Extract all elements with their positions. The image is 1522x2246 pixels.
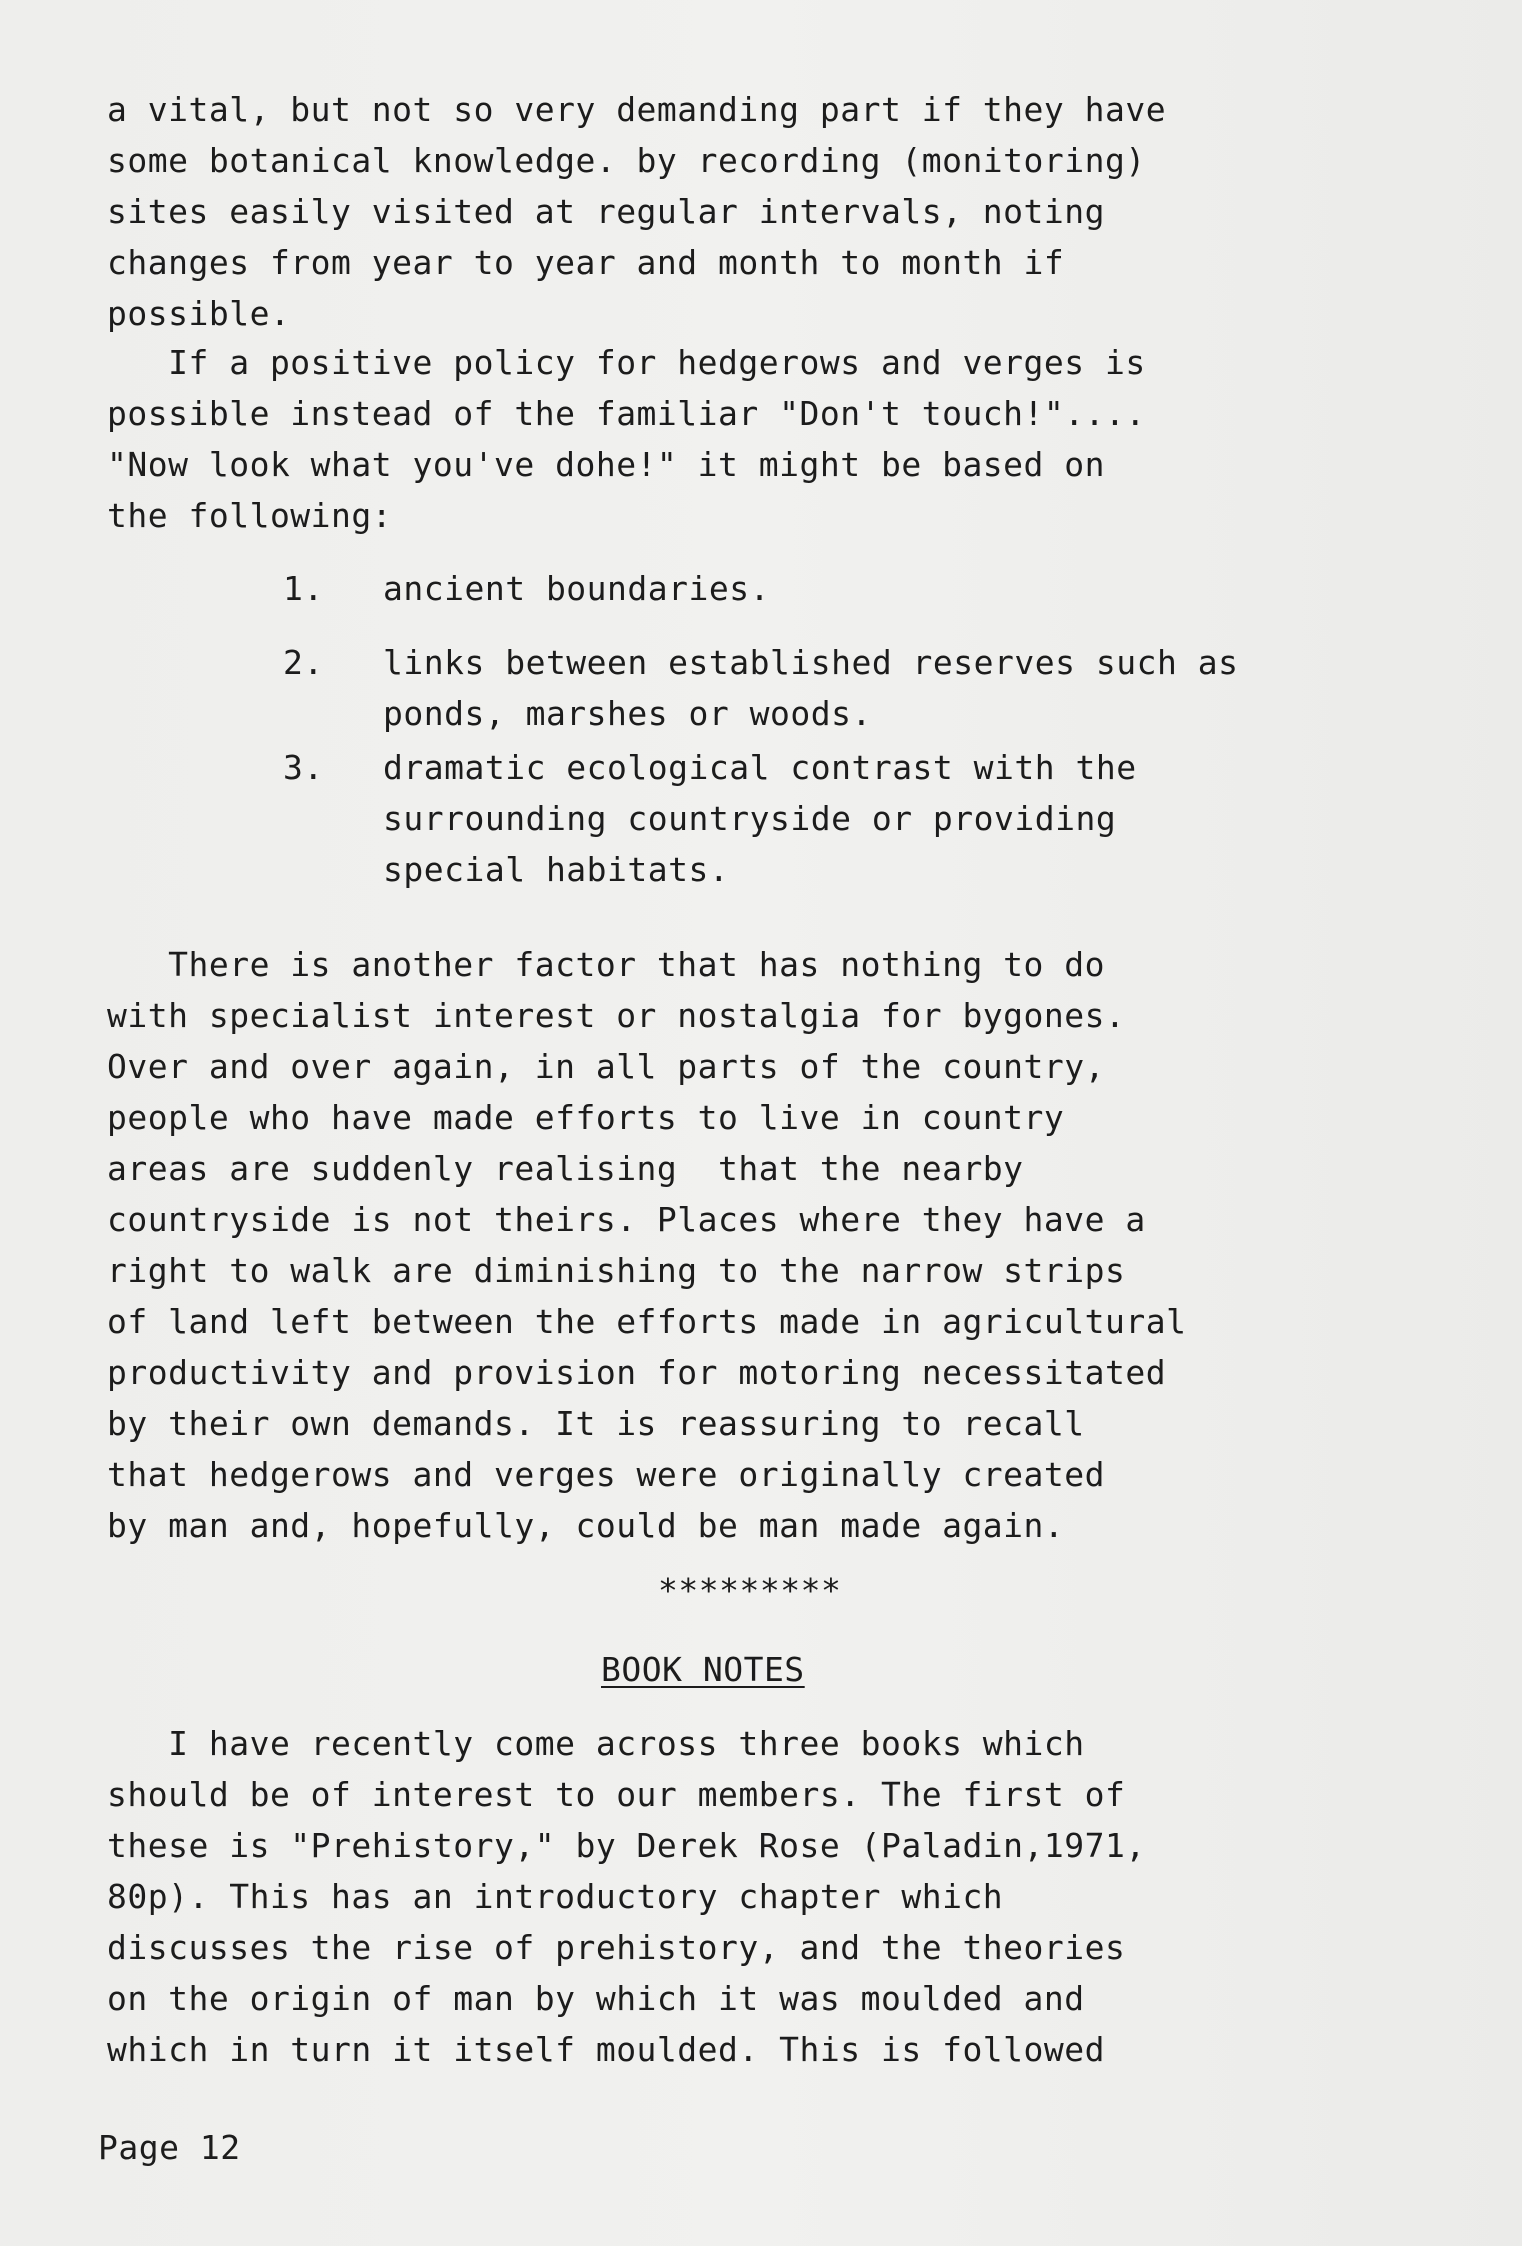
text-line: 80p). This has an introductory chapter which — [107, 1877, 1004, 1916]
text-line: some botanical knowledge. by recording (monitoring) — [107, 141, 1146, 180]
list-item: dramatic ecological contrast with the — [383, 748, 1137, 787]
text-line: changes from year to year and month to month if — [107, 243, 1065, 282]
list-item: ponds, marshes or woods. — [383, 694, 872, 733]
text-line: possible instead of the familiar "Don't touch!".... — [107, 394, 1146, 433]
text-line: should be of interest to our members. The first of — [107, 1775, 1126, 1814]
section-heading: BOOK NOTES — [601, 1650, 805, 1689]
text-line: which in turn it itself moulded. This is followed — [107, 2030, 1106, 2069]
text-line: the following: — [107, 496, 393, 535]
list-item: links between established reserves such as — [383, 643, 1239, 682]
text-line: countryside is not theirs. Places where they have a — [107, 1200, 1146, 1239]
text-line: discusses the rise of prehistory, and the theories — [107, 1928, 1126, 1967]
page-number: Page 12 — [98, 2128, 241, 2167]
text-line: by man and, hopefully, could be man made again. — [107, 1506, 1065, 1545]
list-number: 1. — [283, 569, 324, 608]
text-line: right to walk are diminishing to the narrow strips — [107, 1251, 1126, 1290]
list-number: 3. — [283, 748, 324, 787]
text-line: by their own demands. It is reassuring to recall — [107, 1404, 1085, 1443]
text-line: a vital, but not so very demanding part if they have — [107, 90, 1167, 129]
text-line: people who have made efforts to live in country — [107, 1098, 1065, 1137]
list-item: surrounding countryside or providing — [383, 799, 1117, 838]
list-number: 2. — [283, 643, 324, 682]
text-line: areas are suddenly realising that the nearby — [107, 1149, 1024, 1188]
text-line: on the origin of man by which it was moulded and — [107, 1979, 1085, 2018]
text-line: possible. — [107, 294, 291, 333]
text-line: Over and over again, in all parts of the country, — [107, 1047, 1106, 1086]
text-line: that hedgerows and verges were originally created — [107, 1455, 1106, 1494]
list-item: special habitats. — [383, 850, 730, 889]
text-line: I have recently come across three books which — [107, 1724, 1085, 1763]
text-line: with specialist interest or nostalgia for bygones. — [107, 996, 1126, 1035]
text-line: There is another factor that has nothing to do — [107, 945, 1106, 984]
text-line: "Now look what you've dohe!" it might be based on — [107, 445, 1106, 484]
list-item: ancient boundaries. — [383, 569, 770, 608]
separator: ********* — [658, 1571, 842, 1610]
text-line: of land left between the efforts made in agricultural — [107, 1302, 1187, 1341]
text-line: If a positive policy for hedgerows and verges is — [107, 343, 1146, 382]
text-line: sites easily visited at regular intervals, noting — [107, 192, 1106, 231]
text-line: these is "Prehistory," by Derek Rose (Paladin,1971, — [107, 1826, 1146, 1865]
text-line: productivity and provision for motoring necessitated — [107, 1353, 1167, 1392]
